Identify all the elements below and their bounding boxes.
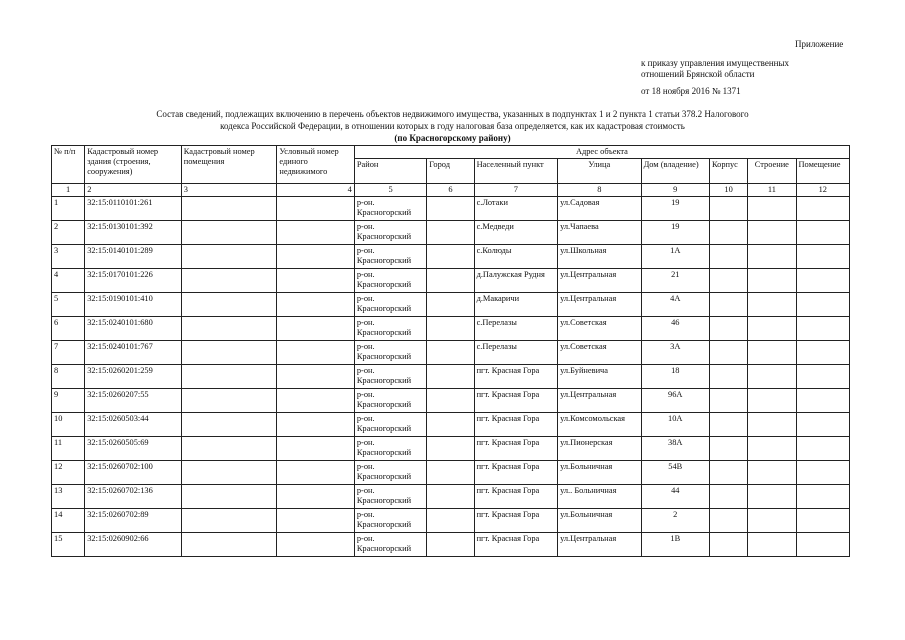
- cell-cadastral-number: 32:15:0170101:226: [85, 269, 182, 293]
- cell-street: ул.Чапаева: [558, 221, 642, 245]
- cell-korpus: [709, 197, 747, 221]
- cell-district: р-он. Красногорский: [354, 269, 426, 293]
- table-row: [52, 365, 850, 389]
- cell-house: 38А: [641, 437, 709, 461]
- cell-house: 4А: [641, 293, 709, 317]
- cell-room-cadastral: [181, 197, 277, 221]
- cell-korpus: [709, 221, 747, 245]
- cell-district: р-он. Красногорский: [354, 485, 426, 509]
- cell-conditional-number: [277, 533, 354, 557]
- cell-street: ул.Пионерская: [558, 437, 642, 461]
- cell-room: [796, 389, 850, 413]
- col-header-conditional-number: Условный номер единого недвижимого: [277, 146, 354, 184]
- cell-house: 46: [641, 317, 709, 341]
- document-title-line1: Состав сведений, подлежащих включению в перечень объектов недвижимого имущества, указанных в подпунктах 1 и 2 пункта 1 статьи 378.2 Налогового: [156, 109, 749, 119]
- cell-city: [427, 269, 474, 293]
- cell-conditional-number: [277, 341, 354, 365]
- order-reference-line2: отношений Брянской области: [641, 69, 755, 79]
- cell-street: ул.Буйневича: [558, 365, 642, 389]
- cell-house: 1В: [641, 533, 709, 557]
- cell-room: [796, 245, 850, 269]
- column-number: 9: [641, 184, 709, 197]
- cell-cadastral-number: 32:15:0130101:392: [85, 221, 182, 245]
- cell-district: р-он. Красногорский: [354, 365, 426, 389]
- cell-building: [748, 485, 796, 509]
- cell-building: [748, 461, 796, 485]
- cell-korpus: [709, 485, 747, 509]
- cell-building: [748, 413, 796, 437]
- column-number: 12: [796, 184, 850, 197]
- cell-korpus: [709, 269, 747, 293]
- cell-conditional-number: [277, 269, 354, 293]
- cell-room-cadastral: [181, 245, 277, 269]
- cell-settlement: пгт. Красная Гора: [474, 365, 558, 389]
- cell-row-number: 2: [52, 221, 85, 245]
- cell-row-number: 9: [52, 389, 85, 413]
- cell-settlement: пгт. Красная Гора: [474, 413, 558, 437]
- table-row: [52, 317, 850, 341]
- cell-house: 3А: [641, 341, 709, 365]
- cell-room-cadastral: [181, 509, 277, 533]
- cell-district: р-он. Красногорский: [354, 461, 426, 485]
- cell-room: [796, 197, 850, 221]
- cell-city: [427, 413, 474, 437]
- cell-settlement: с.Перелазы: [474, 341, 558, 365]
- cell-building: [748, 317, 796, 341]
- cell-district: р-он. Красногорский: [354, 413, 426, 437]
- cell-district: р-он. Красногорский: [354, 197, 426, 221]
- cell-room: [796, 485, 850, 509]
- cell-house: 2: [641, 509, 709, 533]
- cell-row-number: 11: [52, 437, 85, 461]
- column-number: 3: [181, 184, 277, 197]
- cell-house: 54В: [641, 461, 709, 485]
- column-number: 5: [354, 184, 426, 197]
- cell-cadastral-number: 32:15:0260902:66: [85, 533, 182, 557]
- cell-district: р-он. Красногорский: [354, 293, 426, 317]
- cell-cadastral-number: 32:15:0260702:136: [85, 485, 182, 509]
- cell-house: 18: [641, 365, 709, 389]
- cell-korpus: [709, 293, 747, 317]
- cell-korpus: [709, 317, 747, 341]
- cell-room: [796, 221, 850, 245]
- cell-room-cadastral: [181, 293, 277, 317]
- cell-conditional-number: [277, 437, 354, 461]
- cell-conditional-number: [277, 509, 354, 533]
- cell-cadastral-number: 32:15:0190101:410: [85, 293, 182, 317]
- cell-building: [748, 389, 796, 413]
- document-title-line2: кодекса Российской Федерации, в отношении которых в году налоговая база определяется, как их кадастровая стоимость: [220, 121, 685, 131]
- cell-row-number: 1: [52, 197, 85, 221]
- cell-settlement: д.Палужская Рудня: [474, 269, 558, 293]
- cell-street: ул.Советская: [558, 317, 642, 341]
- cell-city: [427, 221, 474, 245]
- cell-cadastral-number: 32:15:0140101:289: [85, 245, 182, 269]
- cell-conditional-number: [277, 413, 354, 437]
- document-subtitle-district: (по Красногорскому району): [394, 133, 511, 143]
- cell-room-cadastral: [181, 461, 277, 485]
- cell-district: р-он. Красногорский: [354, 533, 426, 557]
- col-header-house: Дом (владение): [641, 159, 709, 184]
- cell-building: [748, 245, 796, 269]
- cell-cadastral-number: 32:15:0110101:261: [85, 197, 182, 221]
- cell-street: ул.Садовая: [558, 197, 642, 221]
- column-number: 6: [427, 184, 474, 197]
- cell-row-number: 13: [52, 485, 85, 509]
- cell-row-number: 14: [52, 509, 85, 533]
- cell-building: [748, 341, 796, 365]
- cell-room: [796, 341, 850, 365]
- cell-district: р-он. Красногорский: [354, 509, 426, 533]
- cell-street: ул.Больничная: [558, 461, 642, 485]
- cell-district: р-он. Красногорский: [354, 389, 426, 413]
- cell-cadastral-number: 32:15:0240101:680: [85, 317, 182, 341]
- column-number: 8: [558, 184, 642, 197]
- table-row: [52, 509, 850, 533]
- table-row: [52, 293, 850, 317]
- cell-house: 21: [641, 269, 709, 293]
- cell-cadastral-number: 32:15:0260702:100: [85, 461, 182, 485]
- col-header-building: Строение: [748, 159, 796, 184]
- cell-room-cadastral: [181, 389, 277, 413]
- cell-city: [427, 485, 474, 509]
- cell-building: [748, 221, 796, 245]
- table-row: [52, 437, 850, 461]
- cell-row-number: 8: [52, 365, 85, 389]
- cell-room: [796, 533, 850, 557]
- cell-cadastral-number: 32:15:0240101:767: [85, 341, 182, 365]
- cell-room: [796, 365, 850, 389]
- cell-row-number: 3: [52, 245, 85, 269]
- cell-house: 96А: [641, 389, 709, 413]
- cell-building: [748, 365, 796, 389]
- table-row: [52, 245, 850, 269]
- cell-cadastral-number: 32:15:0260207:55: [85, 389, 182, 413]
- cell-korpus: [709, 461, 747, 485]
- cell-city: [427, 509, 474, 533]
- cell-house: 10А: [641, 413, 709, 437]
- cell-street: ул.Больничная: [558, 509, 642, 533]
- cell-korpus: [709, 533, 747, 557]
- cell-conditional-number: [277, 221, 354, 245]
- cell-room: [796, 317, 850, 341]
- cell-room-cadastral: [181, 221, 277, 245]
- cell-house: 1А: [641, 245, 709, 269]
- cell-conditional-number: [277, 485, 354, 509]
- cell-korpus: [709, 245, 747, 269]
- cell-row-number: 4: [52, 269, 85, 293]
- col-header-city: Город: [427, 159, 474, 184]
- cell-settlement: пгт. Красная Гора: [474, 509, 558, 533]
- cell-room: [796, 461, 850, 485]
- table-row: [52, 269, 850, 293]
- table-row: [52, 389, 850, 413]
- col-header-district: Район: [354, 159, 426, 184]
- table-row: [52, 461, 850, 485]
- cell-settlement: с.Лотаки: [474, 197, 558, 221]
- cell-room-cadastral: [181, 341, 277, 365]
- cell-district: р-он. Красногорский: [354, 317, 426, 341]
- column-number: 7: [474, 184, 558, 197]
- col-header-settlement: Населенный пункт: [474, 159, 558, 184]
- cell-district: р-он. Красногорский: [354, 245, 426, 269]
- cell-room: [796, 293, 850, 317]
- cell-cadastral-number: 32:15:0260503:44: [85, 413, 182, 437]
- cell-settlement: пгт. Красная Гора: [474, 389, 558, 413]
- cell-row-number: 6: [52, 317, 85, 341]
- cell-conditional-number: [277, 461, 354, 485]
- col-header-cadastral-room: Кадастровый номер помещения: [181, 146, 277, 184]
- cell-korpus: [709, 413, 747, 437]
- cell-korpus: [709, 365, 747, 389]
- cell-settlement: с.Колюды: [474, 245, 558, 269]
- cell-street: ул.Школьная: [558, 245, 642, 269]
- order-reference-line1: к приказу управления имущественных: [641, 58, 790, 68]
- cell-room-cadastral: [181, 365, 277, 389]
- cell-settlement: с.Медведи: [474, 221, 558, 245]
- col-header-num: № п/п: [52, 146, 85, 184]
- cell-city: [427, 437, 474, 461]
- col-header-cadastral-building: Кадастровый номер здания (строения, сооружения): [85, 146, 182, 184]
- cell-street: ул.. Больничная: [558, 485, 642, 509]
- cell-conditional-number: [277, 293, 354, 317]
- cell-settlement: пгт. Красная Гора: [474, 533, 558, 557]
- cell-conditional-number: [277, 317, 354, 341]
- cell-conditional-number: [277, 389, 354, 413]
- cell-street: ул.Центральная: [558, 293, 642, 317]
- cell-building: [748, 437, 796, 461]
- column-number: 2: [85, 184, 182, 197]
- cell-city: [427, 365, 474, 389]
- cell-house: 19: [641, 221, 709, 245]
- cell-street: ул.Центральная: [558, 389, 642, 413]
- table-row: [52, 413, 850, 437]
- cell-building: [748, 269, 796, 293]
- col-header-korpus: Корпус: [709, 159, 747, 184]
- cell-city: [427, 461, 474, 485]
- cell-settlement: пгт. Красная Гора: [474, 485, 558, 509]
- cell-korpus: [709, 437, 747, 461]
- cell-room: [796, 437, 850, 461]
- column-number: 4: [277, 184, 354, 197]
- cell-cadastral-number: 32:15:0260201:259: [85, 365, 182, 389]
- cell-korpus: [709, 389, 747, 413]
- cell-room-cadastral: [181, 485, 277, 509]
- cell-conditional-number: [277, 365, 354, 389]
- cell-street: ул.Центральная: [558, 269, 642, 293]
- cell-conditional-number: [277, 197, 354, 221]
- column-number: 11: [748, 184, 796, 197]
- cell-settlement: пгт. Красная Гора: [474, 437, 558, 461]
- cell-city: [427, 245, 474, 269]
- column-number: 10: [709, 184, 747, 197]
- cell-street: ул.Советская: [558, 341, 642, 365]
- cell-row-number: 5: [52, 293, 85, 317]
- cell-settlement: д.Макаричи: [474, 293, 558, 317]
- cell-settlement: с.Перелазы: [474, 317, 558, 341]
- cell-cadastral-number: 32:15:0260505:69: [85, 437, 182, 461]
- property-register-table: [51, 145, 850, 557]
- table-row: [52, 197, 850, 221]
- cell-settlement: пгт. Красная Гора: [474, 461, 558, 485]
- cell-conditional-number: [277, 245, 354, 269]
- col-header-address-group: Адрес объекта: [354, 146, 849, 159]
- table-row: [52, 485, 850, 509]
- cell-room: [796, 269, 850, 293]
- col-header-room: Помещение: [796, 159, 850, 184]
- cell-city: [427, 389, 474, 413]
- cell-street: ул.Комсомольская: [558, 413, 642, 437]
- cell-room-cadastral: [181, 413, 277, 437]
- cell-city: [427, 293, 474, 317]
- cell-district: р-он. Красногорский: [354, 437, 426, 461]
- cell-row-number: 12: [52, 461, 85, 485]
- cell-room-cadastral: [181, 533, 277, 557]
- col-header-street: Улица: [558, 159, 642, 184]
- cell-building: [748, 197, 796, 221]
- cell-house: 44: [641, 485, 709, 509]
- cell-city: [427, 533, 474, 557]
- cell-building: [748, 293, 796, 317]
- cell-row-number: 10: [52, 413, 85, 437]
- table-row: [52, 533, 850, 557]
- cell-row-number: 15: [52, 533, 85, 557]
- cell-room-cadastral: [181, 317, 277, 341]
- cell-street: ул.Центральная: [558, 533, 642, 557]
- cell-city: [427, 197, 474, 221]
- cell-building: [748, 533, 796, 557]
- cell-room-cadastral: [181, 269, 277, 293]
- cell-room: [796, 509, 850, 533]
- appendix-label: Приложение: [795, 39, 844, 49]
- cell-city: [427, 341, 474, 365]
- cell-house: 19: [641, 197, 709, 221]
- cell-row-number: 7: [52, 341, 85, 365]
- cell-building: [748, 509, 796, 533]
- cell-room-cadastral: [181, 437, 277, 461]
- table-row: [52, 221, 850, 245]
- cell-room: [796, 413, 850, 437]
- table-row: [52, 341, 850, 365]
- cell-district: р-он. Красногорский: [354, 341, 426, 365]
- cell-district: р-он. Красногорский: [354, 221, 426, 245]
- column-number: 1: [52, 184, 85, 197]
- cell-korpus: [709, 509, 747, 533]
- cell-city: [427, 317, 474, 341]
- cell-korpus: [709, 341, 747, 365]
- order-date: от 18 ноября 2016 № 1371: [641, 86, 741, 96]
- cell-cadastral-number: 32:15:0260702:89: [85, 509, 182, 533]
